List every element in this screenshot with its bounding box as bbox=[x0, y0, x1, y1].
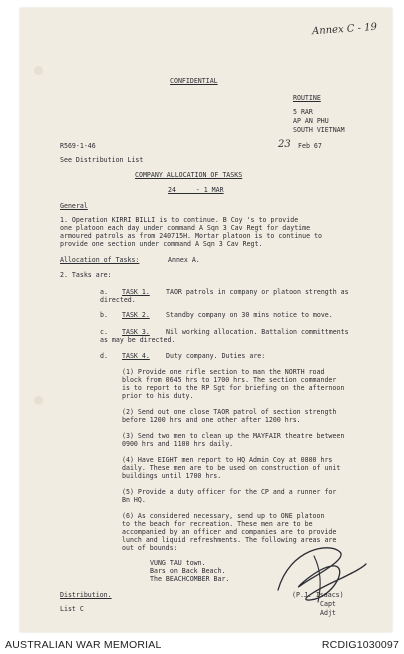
paragraph-line: armoured patrols as from 240715H. Mortar platoon is to continue to bbox=[60, 232, 323, 240]
classification: CONFIDENTIAL bbox=[170, 77, 218, 85]
signature-role: Adjt bbox=[320, 609, 336, 617]
task-letter: c. bbox=[100, 328, 108, 336]
task-letter: a. bbox=[100, 288, 108, 296]
distribution-reference: See Distribution List bbox=[60, 156, 144, 164]
address-line: SOUTH VIETNAM bbox=[293, 126, 345, 134]
task-text: TAOR patrols in company or platoon strength as bbox=[166, 288, 349, 296]
task-label: TASK 4. bbox=[122, 352, 150, 360]
task-text: as may be directed. bbox=[100, 336, 176, 344]
paragraph-line: provide one section under command A Sqn 3 Cav Regt. bbox=[60, 240, 263, 248]
duty-line: out of bounds: bbox=[122, 544, 178, 552]
punch-hole bbox=[34, 66, 43, 75]
distribution-list: List C bbox=[60, 605, 84, 613]
task-text: Duty company. Duties are: bbox=[166, 352, 266, 360]
signature-name: (P.J. Isaacs) bbox=[292, 591, 344, 599]
duty-line: (4) Have EIGHT men report to HQ Admin Coy at 0800 hrs bbox=[122, 456, 333, 464]
handwritten-date-day: 23 bbox=[278, 139, 291, 150]
duty-line: block from 0645 hrs to 1700 hrs. The section commander bbox=[122, 376, 337, 384]
general-heading: General bbox=[60, 202, 88, 210]
duty-line: Bn HQ. bbox=[122, 496, 146, 504]
allocation-value: Annex A. bbox=[168, 256, 200, 264]
punch-hole bbox=[34, 396, 43, 405]
task-letter: d. bbox=[100, 352, 108, 360]
task-label: TASK 2. bbox=[122, 311, 150, 319]
duty-line: (5) Provide a duty officer for the CP and a runner for bbox=[122, 488, 337, 496]
handwritten-annotation: Annex C - 19 bbox=[311, 21, 378, 38]
document-page bbox=[20, 8, 392, 632]
document-subtitle: 24 ___ - 1 MAR bbox=[168, 186, 224, 194]
paragraph-line: 1. Operation KIRRI BILLI is to continue. B Coy 's to provide bbox=[60, 216, 299, 224]
footer-institution: AUSTRALIAN WAR MEMORIAL bbox=[5, 639, 162, 651]
task-text: directed. bbox=[100, 296, 136, 304]
routine-label: ROUTINE bbox=[293, 94, 321, 102]
duty-line: to the beach for recreation. These men are to be bbox=[122, 520, 313, 528]
allocation-label: Allocation of Tasks: bbox=[60, 256, 140, 264]
address-line: AP AN PHU bbox=[293, 117, 329, 125]
duty-line: 0900 hrs and 1100 hrs daily. bbox=[122, 440, 234, 448]
paragraph-line: one platoon each day under command A Sqn 3 Cav Regt for daytime bbox=[60, 224, 311, 232]
duty-line: lunch and liquid refreshments. The following areas are bbox=[122, 536, 337, 544]
duty-line: buildings until 1700 hrs. bbox=[122, 472, 222, 480]
file-reference: R569-1-46 bbox=[60, 142, 96, 150]
duty-line: (6) As considered necessary, send up to ONE platoon bbox=[122, 512, 325, 520]
distribution-heading: Distribution. bbox=[60, 591, 112, 599]
task-label: TASK 3. bbox=[122, 328, 150, 336]
document-title: COMPANY ALLOCATION OF TASKS bbox=[135, 171, 243, 179]
duty-line: daily. These men are to be used on construction of unit bbox=[122, 464, 341, 472]
duty-line: is to report to the RP Sgt for briefing on the afternoon bbox=[122, 384, 345, 392]
task-letter: b. bbox=[100, 311, 108, 319]
duty-line: (2) Send out one close TAOR patrol of section strength bbox=[122, 408, 337, 416]
duty-line: prior to his duty. bbox=[122, 392, 194, 400]
document-date: Feb 67 bbox=[298, 142, 322, 150]
out-of-bounds-item: Bars on Back Beach. bbox=[150, 567, 226, 575]
task-text: Nil working allocation. Battalion committments bbox=[166, 328, 349, 336]
task-text: Standby company on 30 mins notice to move. bbox=[166, 311, 333, 319]
task-label: TASK 1. bbox=[122, 288, 150, 296]
footer-record-id: RCDIG1030097 bbox=[321, 639, 399, 651]
out-of-bounds-item: The BEACHCOMBER Bar. bbox=[150, 575, 230, 583]
duty-line: accompanied by an officer and companies are to provide bbox=[122, 528, 337, 536]
archive-footer bbox=[0, 636, 404, 654]
signature-rank: Capt bbox=[320, 600, 336, 608]
out-of-bounds-item: VUNG TAU town. bbox=[150, 559, 206, 567]
duty-line: (3) Send two men to clean up the MAYFAIR theatre between bbox=[122, 432, 345, 440]
duty-line: before 1200 hrs and one other after 1200 hrs. bbox=[122, 416, 301, 424]
duty-line: (1) Provide one rifle section to man the NORTH road bbox=[122, 368, 325, 376]
tasks-intro: 2. Tasks are: bbox=[60, 271, 112, 279]
address-line: 5 RAR bbox=[293, 108, 313, 116]
